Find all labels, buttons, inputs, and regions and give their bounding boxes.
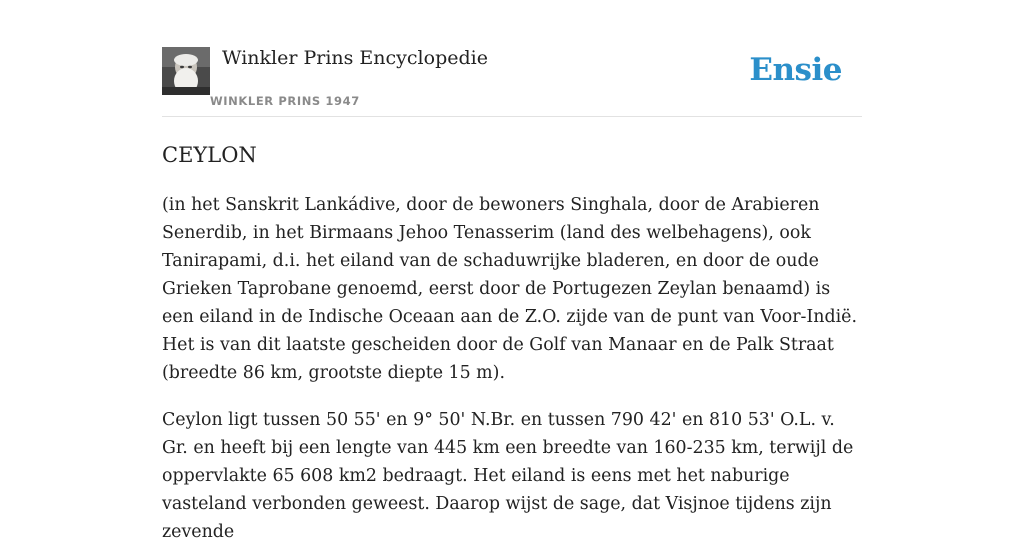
site-header <box>162 0 862 117</box>
article-title: CEYLON <box>162 143 257 167</box>
site-title[interactable]: Winkler Prins Encyclopedie <box>222 47 488 69</box>
article <box>162 140 862 546</box>
portrait-icon <box>162 47 210 95</box>
article-paragraph: Ceylon ligt tussen 50 55' en 9° 50' N.Br. en tussen 790 42' en 810 53' O.L. v. Gr. en heeft bij een lengte van 445 km een breedte van 160-235 km, terwijl de oppervlakte 65 608 km2 bedraagt. Het eiland is eens met het naburige vasteland verbonden geweest. Daarop wijst de sage, dat Visjnoe tijdens zijn zevende <box>162 410 854 542</box>
brand-logo[interactable]: Ensie <box>749 52 842 88</box>
avatar[interactable] <box>162 47 210 95</box>
site-subtitle[interactable]: WINKLER PRINS 1947 <box>210 94 360 108</box>
article-paragraph: (in het Sanskrit Lankádive, door de bewoners Singhala, door de Arabieren Senerdib, in het Birmaans Jehoo Tenasserim (land des welbehagens), ook Tanirapami, d.i. het eiland van de schaduwrijke bladeren, en door de oude Grieken Taprobane genoemd, eerst door de Portugezen Zeylan benaamd) is een eiland in de Indische Oceaan aan de Z.O. zijde van de punt van Voor-Indië. Het is van dit laatste gescheiden door de Golf van Manaar en de Palk Straat (breedte 86 km, grootste diepte 15 m). <box>162 195 858 383</box>
